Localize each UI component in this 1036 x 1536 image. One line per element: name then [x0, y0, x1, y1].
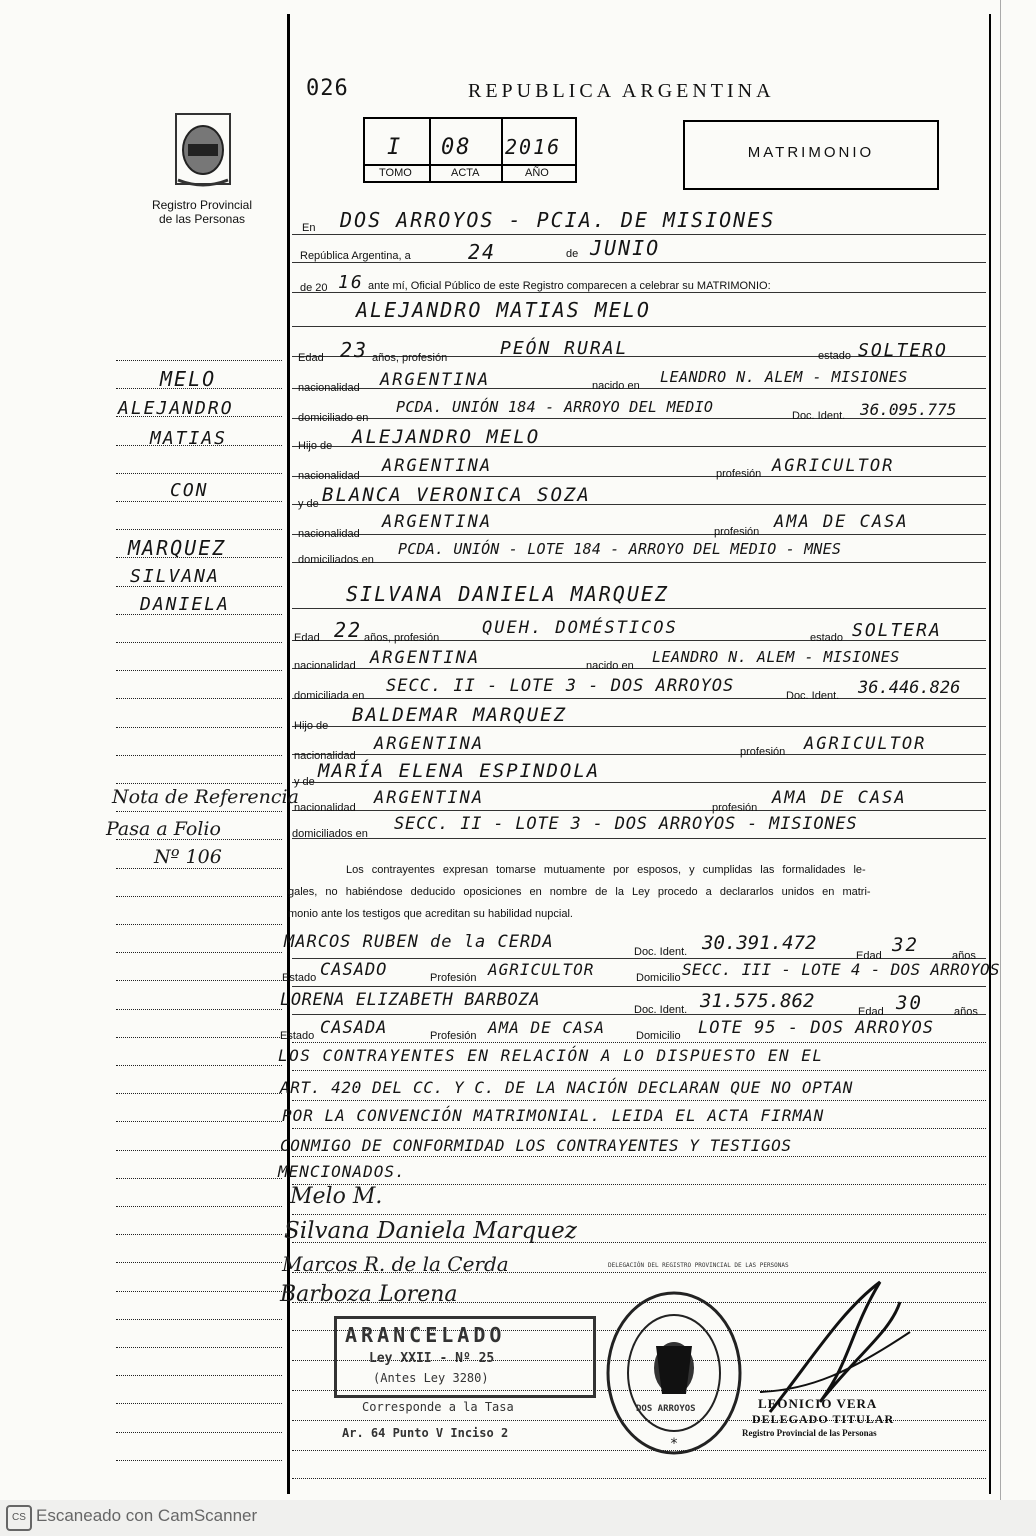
margin-name-3: MATIAS	[150, 428, 228, 449]
acta-value: 08	[441, 135, 472, 160]
form-rule-line	[292, 810, 986, 811]
form-rule-line	[292, 562, 986, 563]
witness1-doc-label: Doc. Ident.	[634, 946, 688, 958]
margin-dotted-line	[116, 1037, 282, 1038]
form-rule-line	[292, 698, 986, 699]
form-rule-line	[292, 1184, 986, 1185]
bride-mother-prof-label: profesión	[712, 802, 758, 814]
margin-name-2: ALEJANDRO	[118, 398, 234, 419]
form-rule-line	[292, 782, 986, 783]
bride-domicilio: SECC. II - LOTE 3 - DOS ARROYOS	[386, 676, 735, 696]
bride-father-prof-label: profesión	[740, 746, 786, 758]
stamp-line-3: Corresponde a la Tasa	[362, 1400, 514, 1414]
margin-dotted-line	[116, 727, 282, 728]
form-rule-line	[292, 1128, 986, 1129]
declaration-line-1: Los contrayentes expresan tomarse mutuamente por esposos, y cumplidas las formalidades le-	[346, 864, 866, 876]
coat-of-arms-icon	[168, 110, 238, 190]
groom-parents-dom: PCDA. UNIÓN - LOTE 184 - ARROYO DEL MEDIO - MNES	[398, 540, 842, 558]
margin-dotted-line	[116, 1009, 282, 1010]
camscanner-icon: CS	[6, 1505, 32, 1531]
witness2-estado-label: Estado	[280, 1030, 315, 1042]
bride-dom-label: domiciliada en	[294, 690, 365, 702]
groom-father-label: Hijo de	[298, 440, 333, 452]
en-label: En	[302, 222, 316, 234]
anio-value: 2016	[505, 135, 562, 159]
margin-dotted-line	[116, 980, 282, 981]
bride-nac-label: nacionalidad	[294, 660, 356, 672]
margin-dotted-line	[116, 924, 282, 925]
note-line-1: LOS CONTRAYENTES EN RELACIÓN A LO DISPUESTO EN EL	[278, 1046, 824, 1065]
margin-dotted-line	[116, 501, 282, 502]
groom-nacido: LEANDRO N. ALEM - MISIONES	[660, 368, 908, 386]
margin-dotted-line	[116, 1403, 282, 1404]
form-rule-line	[292, 1214, 986, 1215]
arancelado-stamp	[334, 1316, 596, 1398]
registry-seal-icon	[604, 1288, 744, 1458]
svg-text:*: *	[670, 1436, 678, 1452]
form-rule-line	[292, 534, 986, 535]
witness1-edad-label: Edad	[856, 950, 882, 962]
witness2-prof-label: Profesión	[430, 1030, 477, 1042]
bride-parents-dom-label: domiciliados en	[292, 828, 368, 840]
note-line-5: MENCIONADOS.	[278, 1162, 406, 1181]
margin-note-1: Nota de Referencia	[112, 786, 299, 808]
bride-nacido-label: nacido en	[586, 660, 634, 672]
groom-dom-label: domiciliado en	[298, 412, 369, 424]
groom-father-prof: AGRICULTOR	[772, 456, 895, 476]
witness1-edad: 32	[892, 934, 919, 956]
scanner-text: Escaneado con CamScanner	[36, 1506, 258, 1525]
witness2-profesion: AMA DE CASA	[488, 1018, 605, 1037]
form-rule-line	[292, 234, 986, 235]
acta-label: ACTA	[451, 167, 480, 179]
bride-father-prof: AGRICULTOR	[804, 734, 927, 754]
country-title: REPUBLICA ARGENTINA	[468, 80, 775, 102]
bride-mother: MARÍA ELENA ESPINDOLA	[318, 760, 601, 782]
groom-father-nac-label: nacionalidad	[298, 470, 360, 482]
groom-mother-nac: ARGENTINA	[382, 512, 493, 532]
form-rule-line	[292, 1156, 986, 1157]
margin-name-5: MARQUEZ	[128, 536, 227, 560]
witness2-domicilio: LOTE 95 - DOS ARROYOS	[698, 1018, 934, 1038]
margin-name-7: DANIELA	[140, 594, 230, 615]
form-rule-line	[292, 326, 986, 327]
bride-estado-label: estado	[810, 632, 844, 644]
bride-name: SILVANA DANIELA MARQUEZ	[346, 582, 669, 606]
margin-dotted-line	[116, 868, 282, 869]
groom-mother: BLANCA VERONICA SOZA	[322, 484, 591, 506]
form-rule-line	[292, 292, 986, 293]
intro-sentence: ante mí, Oficial Público de este Registro comparecen a celebrar su MATRIMONIO:	[368, 280, 771, 292]
margin-name-1: MELO	[160, 367, 217, 391]
signature-groom: Melo M.	[290, 1184, 383, 1209]
groom-nacido-label: nacido en	[592, 380, 640, 392]
signature-bride: Silvana Daniela Marquez	[284, 1218, 577, 1244]
groom-doc: 36.095.775	[860, 400, 957, 419]
bride-doc-label: Doc. Ident.	[786, 690, 840, 702]
witness2-doc: 31.575.862	[700, 990, 815, 1012]
groom-mother-nac-label: nacionalidad	[298, 528, 360, 540]
witness2-edad: 30	[896, 992, 923, 1014]
stamp-line-1: Ley XXII - Nº 25	[369, 1351, 495, 1366]
witness2-name: LORENA ELIZABETH BARBOZA	[280, 990, 541, 1010]
witness1-domicilio: SECC. III - LOTE 4 - DOS ARROYOS	[682, 960, 1000, 979]
officer-title: DELEGADO TITULAR	[752, 1412, 895, 1426]
witness1-profesion: AGRICULTOR	[488, 960, 595, 979]
witness1-estado: CASADO	[320, 960, 388, 980]
form-rule-line	[292, 838, 986, 839]
anio-label: AÑO	[525, 167, 549, 179]
witness1-doc: 30.391.472	[702, 932, 817, 954]
officer-name: LEONICIO VERA	[758, 1396, 878, 1411]
seal-place: DOS ARROYOS	[636, 1404, 696, 1414]
margin-dotted-line	[116, 755, 282, 756]
bride-mother-nac-label: nacionalidad	[294, 802, 356, 814]
tomo-label: TOMO	[379, 167, 412, 179]
bride-mother-nac: ARGENTINA	[374, 788, 485, 808]
groom-anios-label: años, profesión	[372, 352, 448, 364]
groom-father-nac: ARGENTINA	[382, 456, 493, 476]
registry-name: Registro Provincial de las Personas	[151, 198, 253, 226]
de-label: de	[566, 248, 579, 260]
bride-edad-label: Edad	[294, 632, 320, 644]
margin-dotted-line	[116, 1234, 282, 1235]
groom-nac-label: nacionalidad	[298, 382, 360, 394]
note-line-2: ART. 420 DEL CC. Y C. DE LA NACIÓN DECLARAN QUE NO OPTAN	[280, 1078, 854, 1097]
margin-dotted-line	[116, 473, 282, 474]
witness1-prof-label: Profesión	[430, 972, 477, 984]
margin-dotted-line	[116, 1291, 282, 1292]
margin-dotted-line	[116, 642, 282, 643]
bride-mother-prof: AMA DE CASA	[772, 788, 907, 808]
margin-dotted-line	[116, 1121, 282, 1122]
bride-doc: 36.446.826	[858, 678, 961, 698]
groom-mother-prof-label: profesión	[714, 526, 760, 538]
groom-father-prof-label: profesión	[716, 468, 762, 480]
form-rule-line	[292, 668, 986, 669]
margin-dotted-line	[116, 1150, 282, 1151]
witness1-anios-label: años	[952, 950, 976, 962]
page-edge	[1000, 0, 1001, 1500]
declaration-line-3: monio ante los testigos que acreditan su habilidad nupcial.	[288, 908, 573, 920]
witness2-anios-label: años	[954, 1006, 978, 1018]
margin-dotted-line	[116, 1319, 282, 1320]
tomo-value: I	[387, 135, 403, 160]
form-rule-line	[292, 1042, 986, 1043]
margin-dotted-line	[116, 529, 282, 530]
witness2-doc-label: Doc. Ident.	[634, 1004, 688, 1016]
stamp-line-2: (Antes Ley 3280)	[373, 1371, 489, 1385]
margin-dotted-line	[116, 1065, 282, 1066]
form-rule-line	[292, 476, 986, 477]
act-number: 026	[306, 76, 349, 101]
officer-registry: Registro Provincial de las Personas	[742, 1428, 877, 1438]
act-type-box	[683, 120, 939, 190]
groom-parents-dom-label: domiciliados en	[298, 554, 374, 566]
bride-mother-label: y de	[294, 776, 315, 788]
note-line-4: CONMIGO DE CONFORMIDAD LOS CONTRAYENTES Y TESTIGOS	[280, 1136, 792, 1155]
form-rule-line	[292, 608, 986, 609]
witness2-estado: CASADA	[320, 1018, 388, 1038]
witness2-dom-label: Domicilio	[636, 1030, 681, 1042]
margin-dotted-line	[116, 1460, 282, 1461]
bride-anios-label: años, profesión	[364, 632, 440, 644]
witness1-name: MARCOS RUBEN de la CERDA	[284, 932, 554, 952]
groom-name: ALEJANDRO MATIAS MELO	[356, 298, 651, 322]
margin-dotted-line	[116, 360, 282, 361]
groom-profesion: PEÓN RURAL	[500, 338, 629, 359]
bride-edad: 22	[334, 618, 363, 642]
witness1-dom-label: Domicilio	[636, 972, 681, 984]
seal-text: DELEGACIÓN DEL REGISTRO PROVINCIAL DE LAS PERSONAS	[608, 1262, 789, 1269]
note-line-3: POR LA CONVENCIÓN MATRIMONIAL. LEIDA EL ACTA FIRMAN	[282, 1106, 825, 1125]
signature-witness1: Marcos R. de la Cerda	[282, 1252, 509, 1276]
form-rule-line	[292, 1100, 986, 1101]
stamp-line-4: Ar. 64 Punto V Inciso 2	[342, 1426, 509, 1440]
groom-doc-label: Doc. Ident.	[792, 410, 846, 422]
margin-dotted-line	[116, 1375, 282, 1376]
year-prefix: de 20	[300, 282, 328, 294]
bride-father-label: Hijo de	[294, 720, 329, 732]
groom-edad: 23	[340, 338, 369, 362]
form-rule-line	[292, 1478, 986, 1479]
groom-edad-label: Edad	[298, 352, 324, 364]
year-suffix: 16	[338, 272, 364, 293]
stamp-title: ARANCELADO	[345, 1323, 506, 1347]
bride-father: BALDEMAR MARQUEZ	[352, 704, 568, 726]
bride-nacido: LEANDRO N. ALEM - MISIONES	[652, 648, 900, 666]
margin-dotted-line	[116, 1206, 282, 1207]
witness1-estado-label: Estado	[282, 972, 317, 984]
groom-mother-label: y de	[298, 498, 319, 510]
margin-dotted-line	[116, 952, 282, 953]
margin-dotted-line	[116, 896, 282, 897]
groom-estado-label: estado	[818, 350, 852, 362]
bride-father-nac-label: nacionalidad	[294, 750, 356, 762]
form-rule-line	[292, 262, 986, 263]
margin-name-6: SILVANA	[130, 566, 220, 587]
margin-dotted-line	[116, 783, 282, 784]
bride-profesion: QUEH. DOMÉSTICOS	[482, 618, 678, 638]
bride-estado: SOLTERA	[852, 620, 942, 641]
form-rule-line	[292, 958, 986, 959]
groom-nacionalidad: ARGENTINA	[380, 370, 491, 390]
signature-witness2: Barboza Lorena	[280, 1282, 458, 1307]
margin-dotted-line	[116, 1347, 282, 1348]
bride-father-nac: ARGENTINA	[374, 734, 485, 754]
day: 24	[468, 240, 497, 264]
form-rule-line	[292, 754, 986, 755]
groom-mother-prof: AMA DE CASA	[774, 512, 909, 532]
margin-dotted-line	[116, 698, 282, 699]
bride-nacionalidad: ARGENTINA	[370, 648, 481, 668]
margin-note-3: Nº 106	[154, 846, 222, 868]
right-rule	[989, 14, 991, 1494]
margin-note-2: Pasa a Folio	[106, 818, 221, 840]
margin-dotted-line	[116, 1093, 282, 1094]
place: DOS ARROYOS - PCIA. DE MISIONES	[340, 208, 776, 232]
margin-dotted-line	[116, 811, 282, 812]
declaration-line-2: gales, no habiéndose deducido oposiciones en nombre de la Ley procedo a declararlos unidos en matri-	[288, 886, 871, 898]
margin-dotted-line	[116, 1432, 282, 1433]
groom-estado: SOLTERO	[858, 340, 948, 361]
groom-father: ALEJANDRO MELO	[352, 426, 541, 448]
witness2-edad-label: Edad	[858, 1006, 884, 1018]
bride-parents-dom: SECC. II - LOTE 3 - DOS ARROYOS - MISIONES	[394, 814, 858, 834]
republica-label: República Argentina, a	[300, 250, 411, 262]
groom-domicilio: PCDA. UNIÓN 184 - ARROYO DEL MEDIO	[396, 398, 714, 416]
form-rule-line	[292, 986, 986, 987]
act-box	[363, 117, 577, 183]
month: JUNIO	[590, 236, 661, 260]
margin-dotted-line	[116, 670, 282, 671]
form-rule-line	[292, 726, 986, 727]
act-type: MATRIMONIO	[747, 144, 875, 161]
margin-dotted-line	[116, 1178, 282, 1179]
margin-dotted-line	[116, 1262, 282, 1263]
form-rule-line	[292, 1070, 986, 1071]
margin-name-4: CON	[170, 480, 209, 501]
